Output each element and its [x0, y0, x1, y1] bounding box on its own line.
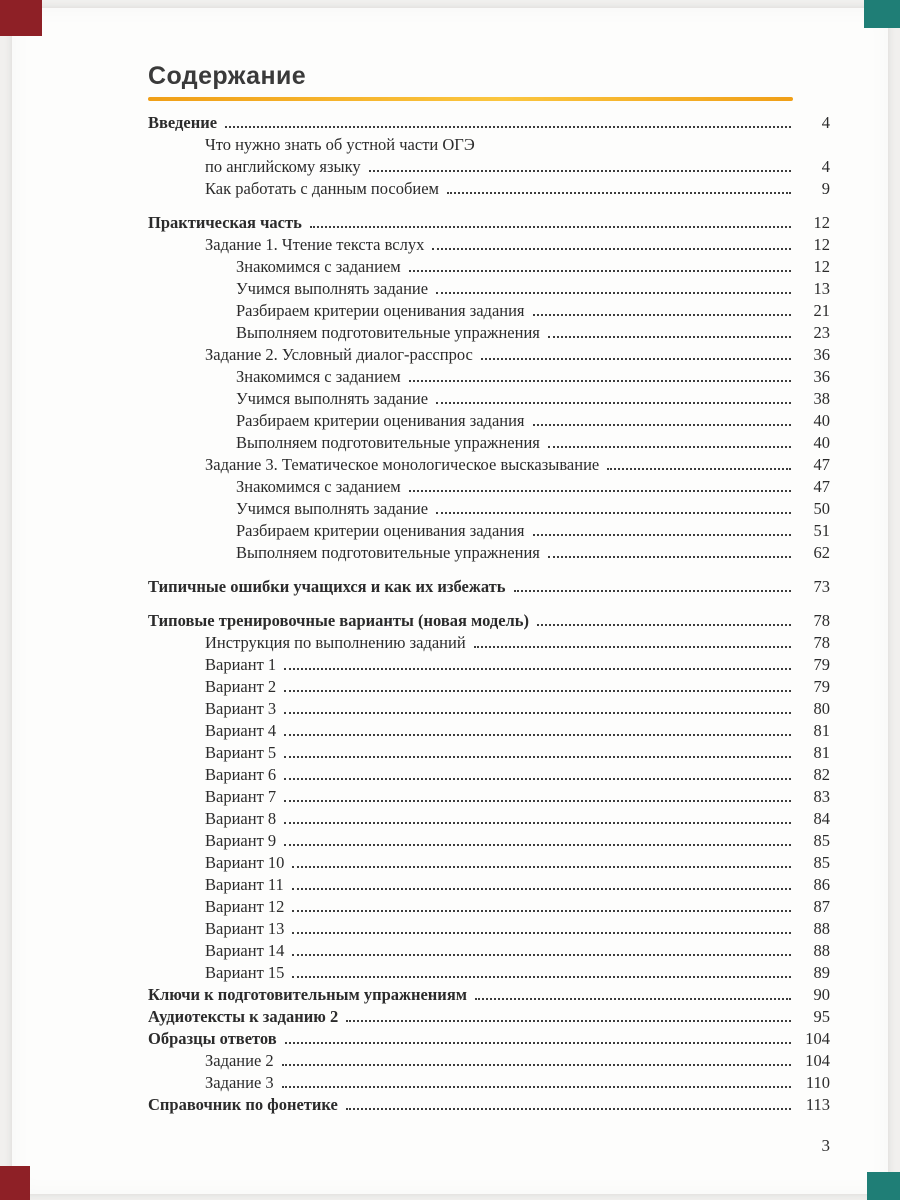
toc-entry-page: 12	[813, 235, 830, 254]
toc-entry	[148, 178, 830, 200]
dot-leader	[474, 646, 791, 648]
toc-entry-page: 12	[813, 213, 830, 232]
toc-entry	[148, 432, 830, 454]
toc-entry-page: 79	[813, 655, 830, 674]
dot-leader	[548, 336, 791, 338]
toc-list	[148, 112, 830, 1116]
toc-entry-page: 84	[813, 809, 830, 828]
dot-leader	[548, 556, 791, 558]
toc-entry	[148, 896, 830, 918]
toc-entry	[148, 366, 830, 388]
toc-entry	[148, 322, 830, 344]
dot-leader	[310, 226, 791, 228]
dot-leader	[282, 1086, 791, 1088]
toc-entry	[148, 212, 830, 234]
toc-entry	[148, 156, 830, 178]
toc-entry	[148, 830, 830, 852]
dot-leader	[284, 822, 791, 824]
toc-entry-page: 81	[813, 721, 830, 740]
dot-leader	[475, 998, 791, 1000]
toc-entry-label: Задание 1. Чтение текста вслух	[205, 235, 425, 254]
dot-leader	[447, 192, 791, 194]
dot-leader	[514, 590, 792, 592]
dot-leader	[533, 424, 791, 426]
toc-entry	[148, 698, 830, 720]
toc-entry-label: Задание 2	[205, 1051, 274, 1070]
dot-leader	[282, 1064, 791, 1066]
toc-entry	[148, 234, 830, 256]
toc-entry-label: Вариант 6	[205, 765, 277, 784]
toc-entry-page: 23	[813, 323, 830, 342]
toc-entry-label: Как работать с данным пособием	[205, 179, 439, 198]
toc-entry-page: 85	[813, 853, 830, 872]
toc-entry	[148, 874, 830, 896]
toc-entry-page: 104	[805, 1029, 830, 1048]
book-cover-corner-top-left	[0, 0, 42, 36]
toc-entry-label: Учимся выполнять задание	[236, 279, 429, 298]
toc-entry	[148, 918, 830, 940]
toc-entry	[148, 344, 830, 366]
toc-entry-page: 4	[821, 113, 830, 132]
toc-entry-page: 40	[813, 433, 830, 452]
toc-entry	[148, 112, 830, 134]
toc-entry-page: 88	[813, 919, 830, 938]
toc-entry	[148, 632, 830, 654]
toc-entry-page: 79	[813, 677, 830, 696]
dot-leader	[409, 490, 791, 492]
toc-entry-label: Вариант 13	[205, 919, 285, 938]
dot-leader	[436, 292, 791, 294]
toc-entry	[148, 498, 830, 520]
toc-entry-label: Ключи к подготовительным упражнениям	[148, 985, 467, 1004]
dot-leader	[292, 910, 791, 912]
toc-entry-page: 47	[813, 455, 830, 474]
dot-leader	[436, 402, 791, 404]
toc-title: Содержание	[148, 62, 307, 90]
title-underline-rule	[148, 97, 793, 101]
toc-entry	[148, 786, 830, 808]
toc-entry	[148, 410, 830, 432]
toc-entry-label: Задание 2. Условный диалог-расспрос	[205, 345, 473, 364]
toc-entry-page: 90	[813, 985, 830, 1004]
toc-entry-label: Вариант 2	[205, 677, 277, 696]
toc-entry-page: 95	[813, 1007, 830, 1026]
dot-leader	[292, 976, 791, 978]
toc-entry-label: Справочник по фонетике	[148, 1095, 338, 1114]
toc-entry-page: 82	[813, 765, 830, 784]
toc-entry	[148, 542, 830, 564]
dot-leader	[284, 844, 791, 846]
toc-entry-page: 50	[813, 499, 830, 518]
toc-entry	[148, 388, 830, 410]
toc-entry-label: Вариант 9	[205, 831, 277, 850]
toc-entry	[148, 940, 830, 962]
toc-entry-label: Вариант 4	[205, 721, 277, 740]
toc-entry-label: Образцы ответов	[148, 1029, 277, 1048]
toc-entry-page: 36	[813, 345, 830, 364]
toc-entry-label: Вариант 12	[205, 897, 285, 916]
toc-entry-page: 81	[813, 743, 830, 762]
toc-entry-page: 104	[805, 1051, 830, 1070]
toc-entry-page: 110	[805, 1073, 830, 1092]
dot-leader	[284, 756, 791, 758]
toc-entry-label: по английскому языку	[205, 157, 361, 176]
dot-leader	[436, 512, 791, 514]
toc-entry	[148, 852, 830, 874]
toc-entry-label: Инструкция по выполнению заданий	[205, 633, 466, 652]
toc-entry-page: 86	[813, 875, 830, 894]
toc-entry-page: 62	[813, 543, 830, 562]
toc-entry	[148, 256, 830, 278]
toc-entry-page: 13	[813, 279, 830, 298]
toc-entry	[148, 676, 830, 698]
toc-entry	[148, 576, 830, 598]
toc-entry-label: Введение	[148, 113, 218, 132]
toc-entry-page: 88	[813, 941, 830, 960]
toc-entry-label: Вариант 14	[205, 941, 285, 960]
dot-leader	[548, 446, 791, 448]
toc-entry-label: Аудиотексты к заданию 2	[148, 1007, 339, 1026]
toc-entry-page: 40	[813, 411, 830, 430]
toc-entry	[148, 764, 830, 786]
toc-entry-label: Типичные ошибки учащихся и как их избежать	[148, 577, 506, 596]
dot-leader	[292, 866, 791, 868]
toc-entry	[148, 476, 830, 498]
toc-entry	[148, 278, 830, 300]
toc-entry-label: Вариант 10	[205, 853, 285, 872]
toc-entry-label: Выполняем подготовительные упражнения	[236, 543, 540, 562]
dot-leader	[346, 1020, 791, 1022]
dot-leader	[481, 358, 791, 360]
toc-entry-page: 85	[813, 831, 830, 850]
toc-entry-page: 12	[813, 257, 830, 276]
toc-entry	[148, 610, 830, 632]
dot-leader	[284, 690, 791, 692]
toc-entry-label: Выполняем подготовительные упражнения	[236, 433, 540, 452]
toc-entry	[148, 520, 830, 542]
toc-entry-label: Учимся выполнять задание	[236, 499, 429, 518]
toc-entry	[148, 1006, 830, 1028]
dot-leader	[409, 380, 791, 382]
toc-entry-label: Знакомимся с заданием	[236, 477, 401, 496]
dot-leader	[284, 734, 791, 736]
dot-leader	[537, 624, 791, 626]
toc-entry-label: Разбираем критерии оценивания задания	[236, 301, 525, 320]
dot-leader	[284, 668, 791, 670]
book-cover-corner-bottom-right	[867, 1172, 900, 1200]
toc-entry-page: 4	[821, 157, 830, 176]
toc-entry-page: 87	[813, 897, 830, 916]
toc-entry	[148, 454, 830, 476]
toc-entry-page: 38	[813, 389, 830, 408]
toc-entry-page: 9	[821, 179, 830, 198]
toc-entry-label: Вариант 11	[205, 875, 284, 894]
dot-leader	[225, 126, 791, 128]
toc-entry-label: Знакомимся с заданием	[236, 257, 401, 276]
toc-entry-page: 51	[813, 521, 830, 540]
toc-entry-page: 36	[813, 367, 830, 386]
toc-entry-label: Вариант 1	[205, 655, 277, 674]
toc-entry	[148, 720, 830, 742]
dot-leader	[292, 954, 791, 956]
dot-leader	[533, 314, 791, 316]
toc-entry-label: Выполняем подготовительные упражнения	[236, 323, 540, 342]
toc-entry	[148, 1094, 830, 1116]
toc-entry-page: 78	[813, 611, 830, 630]
toc-entry-page: 21	[813, 301, 830, 320]
toc-entry-label: Разбираем критерии оценивания задания	[236, 411, 525, 430]
book-cover-corner-top-right	[864, 0, 900, 28]
toc-entry	[148, 300, 830, 322]
toc-entry	[148, 654, 830, 676]
book-cover-corner-bottom-left	[0, 1166, 30, 1200]
dot-leader	[284, 778, 791, 780]
toc-entry-label: Вариант 15	[205, 963, 285, 982]
toc-entry-page: 113	[805, 1095, 830, 1114]
toc-entry	[148, 1072, 830, 1094]
toc-entry-label: Вариант 5	[205, 743, 277, 762]
toc-entry-page: 89	[813, 963, 830, 982]
dot-leader	[369, 170, 791, 172]
toc-entry-label: Типовые тренировочные варианты (новая модель)	[148, 611, 529, 630]
toc-entry	[148, 962, 830, 984]
toc-entry-label: Задание 3. Тематическое монологическое высказывание	[205, 455, 600, 474]
toc-entry-label: Практическая часть	[148, 213, 302, 232]
dot-leader	[432, 248, 791, 250]
toc-entry	[148, 742, 830, 764]
dot-leader	[533, 534, 791, 536]
toc-entry-label: Знакомимся с заданием	[236, 367, 401, 386]
toc-entry-label: Учимся выполнять задание	[236, 389, 429, 408]
toc-entry-label: Вариант 3	[205, 699, 277, 718]
dot-leader	[292, 888, 791, 890]
toc-entry	[148, 134, 830, 156]
toc-entry	[148, 1050, 830, 1072]
dot-leader	[284, 800, 791, 802]
toc-entry	[148, 1028, 830, 1050]
toc-entry-page: 78	[813, 633, 830, 652]
dot-leader	[607, 468, 791, 470]
toc-entry-label: Задание 3	[205, 1073, 274, 1092]
dot-leader	[409, 270, 791, 272]
toc-entry	[148, 984, 830, 1006]
toc-entry-label: Вариант 8	[205, 809, 277, 828]
page-number: 3	[821, 1136, 830, 1155]
dot-leader	[285, 1042, 791, 1044]
dot-leader	[292, 932, 791, 934]
toc-entry-label: Что нужно знать об устной части ОГЭ	[205, 135, 475, 154]
toc-entry-label: Разбираем критерии оценивания задания	[236, 521, 525, 540]
toc-entry-label: Вариант 7	[205, 787, 277, 806]
dot-leader	[346, 1108, 791, 1110]
toc-entry-page: 73	[813, 577, 830, 596]
toc-entry-page: 80	[813, 699, 830, 718]
dot-leader	[284, 712, 791, 714]
toc-entry-page: 47	[813, 477, 830, 496]
toc-entry-page: 83	[813, 787, 830, 806]
toc-entry	[148, 808, 830, 830]
